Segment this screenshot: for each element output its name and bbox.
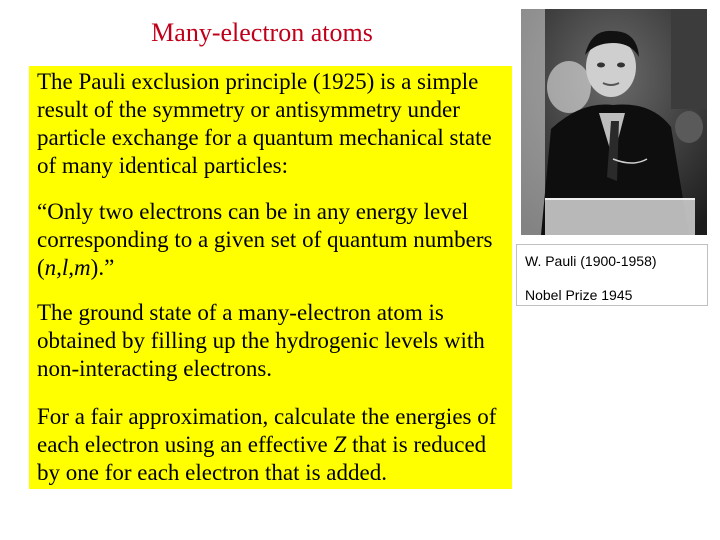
- paragraph-pauli-quote: [37, 198, 504, 282]
- effective-z: Z: [333, 432, 347, 457]
- approximation-end: that is reduced by one for each electron that is added.: [37, 432, 487, 485]
- approximation-text: For a fair approximation, calculate the energies of each electron using an effective: [37, 404, 497, 457]
- paragraph-ground-state: The ground state of a many-electron atom is obtained by filling up the hydrogenic levels with non-interacting electrons.: [37, 300, 485, 381]
- photo-caption: [516, 244, 708, 306]
- caption-name: W. Pauli (1900-1958): [525, 253, 657, 269]
- paragraph-approximation: [37, 403, 504, 487]
- portrait-illustration: [521, 9, 707, 235]
- content-box: [29, 66, 512, 489]
- quantum-numbers: n,l,m: [44, 255, 91, 280]
- pauli-photo: [521, 9, 707, 235]
- quote-text: “Only two electrons can be in any energy level corresponding to a given set of quantum numbers (: [37, 199, 493, 280]
- slide-title: Many-electron atoms: [151, 18, 373, 47]
- caption-nobel-prize: Nobel Prize 1945: [525, 287, 633, 303]
- quote-end: ).”: [90, 255, 115, 280]
- paragraph-pauli-principle: The Pauli exclusion principle (1925) is a simple result of the symmetry or antisymmetry under particle exchange for a quantum mechanical state of many identical particles:: [37, 69, 492, 178]
